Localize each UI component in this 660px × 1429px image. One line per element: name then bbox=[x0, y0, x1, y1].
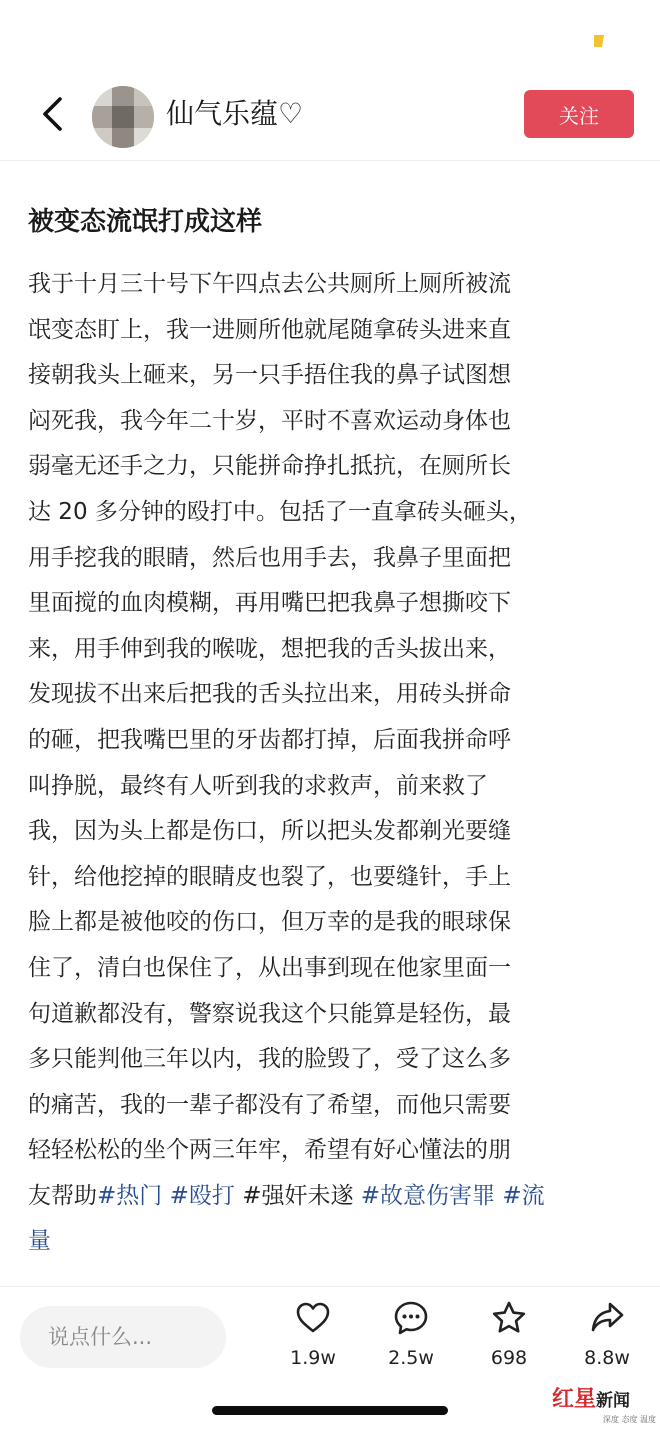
post-text-line: 轻轻松松的坐个两三年牢，希望有好心懂法的朋 bbox=[28, 1137, 511, 1164]
post-text-line: 多只能判他三年以内，我的脸毁了，受了这么多 bbox=[28, 1046, 511, 1073]
like-button[interactable] bbox=[278, 1300, 348, 1374]
favorite-count: 698 bbox=[490, 1347, 528, 1369]
post-text-line-with-tags bbox=[28, 1174, 632, 1220]
post-text-line: 针，给他挖掉的眼睛皮也裂了，也要缝针，手上 bbox=[28, 863, 511, 890]
battery-low-icon bbox=[592, 34, 606, 48]
post-text-line: 我于十月三十号下午四点去公共厕所上厕所被流 bbox=[28, 271, 511, 297]
post-body bbox=[28, 262, 632, 1265]
post-text-line: 住了，清白也保住了，从出事到现在他家里面一 bbox=[28, 954, 511, 981]
username[interactable]: 仙气乐蕴♡ bbox=[166, 97, 304, 130]
header-divider bbox=[0, 160, 660, 161]
post-text-line: 氓变态盯上，我一进厕所他就尾随拿砖头进来直 bbox=[28, 316, 511, 343]
share-count: 8.8w bbox=[584, 1347, 630, 1369]
share-button[interactable] bbox=[572, 1300, 642, 1374]
comment-input[interactable] bbox=[20, 1306, 226, 1368]
post-text-line: 发现拔不出来后把我的舌头拉出来，用砖头拼命 bbox=[28, 681, 511, 708]
hashtag-link[interactable]: #流 bbox=[502, 1182, 545, 1209]
comment-count: 2.5w bbox=[388, 1347, 434, 1369]
post-title: 被变态流氓打成这样 bbox=[28, 207, 263, 237]
avatar[interactable] bbox=[92, 86, 154, 148]
bottom-divider bbox=[0, 1286, 660, 1287]
hashtag-link[interactable]: #故意伤害罪 bbox=[360, 1182, 496, 1209]
back-button[interactable] bbox=[28, 88, 76, 140]
news-watermark bbox=[552, 1384, 656, 1426]
post-text-line: 接朝我头上砸来，另一只手捂住我的鼻子试图想 bbox=[28, 362, 511, 389]
hashtag-text: #强奸未遂 bbox=[242, 1182, 354, 1209]
watermark-tagline: 深度 态度 温度 bbox=[602, 1415, 656, 1424]
post-text-line: 里面搅的血肉模糊，再用嘴巴把我鼻子想撕咬下 bbox=[28, 590, 511, 617]
status-bar bbox=[0, 0, 660, 70]
post-text-line: 我，因为头上都是伤口，所以把头发都剃光要缝 bbox=[28, 818, 511, 845]
post-text-fragment: 友帮助 bbox=[28, 1182, 97, 1209]
post-text-line: 来，用手伸到我的喉咙，想把我的舌头拔出来， bbox=[28, 635, 511, 662]
post-text-line: 用手挖我的眼睛，然后也用手去，我鼻子里面把 bbox=[28, 544, 511, 571]
post-text-line: 脸上都是被他咬的伤口，但万幸的是我的眼球保 bbox=[28, 909, 511, 936]
home-indicator[interactable] bbox=[212, 1406, 448, 1415]
post-text-line: 达 20 多分钟的殴打中。包括了一直拿砖头砸头， bbox=[28, 498, 532, 525]
post-text-line: 叫挣脱，最终有人听到我的求救声，前来救了 bbox=[28, 772, 488, 799]
follow-button[interactable]: 关注 bbox=[524, 90, 634, 138]
post-text-line: 闷死我，我今年二十岁，平时不喜欢运动身体也 bbox=[28, 407, 511, 434]
comment-icon bbox=[393, 1300, 429, 1336]
watermark-logo: 红星新闻 bbox=[552, 1386, 631, 1412]
star-icon bbox=[491, 1300, 527, 1336]
chevron-left-icon bbox=[41, 96, 63, 132]
like-count: 1.9w bbox=[290, 1347, 336, 1369]
comment-button[interactable] bbox=[376, 1300, 446, 1374]
hashtag-link-continued[interactable]: 量 bbox=[28, 1228, 51, 1255]
post-header bbox=[0, 70, 660, 160]
post-text-line: 句道歉都没有，警察说我这个只能算是轻伤，最 bbox=[28, 1000, 511, 1027]
heart-icon bbox=[295, 1300, 331, 1336]
post-text-line: 弱毫无还手之力，只能拼命挣扎抵抗，在厕所长 bbox=[28, 453, 511, 480]
post-text-line bbox=[28, 1219, 632, 1265]
share-icon bbox=[589, 1300, 625, 1336]
hashtag-link[interactable]: #热门 bbox=[97, 1182, 163, 1209]
favorite-button[interactable] bbox=[474, 1300, 544, 1374]
post-text-line: 的砸，把我嘴巴里的牙齿都打掉，后面我拼命呼 bbox=[28, 726, 511, 753]
post-text-line: 的痛苦，我的一辈子都没有了希望，而他只需要 bbox=[28, 1091, 511, 1118]
hashtag-link[interactable]: #殴打 bbox=[169, 1182, 235, 1209]
